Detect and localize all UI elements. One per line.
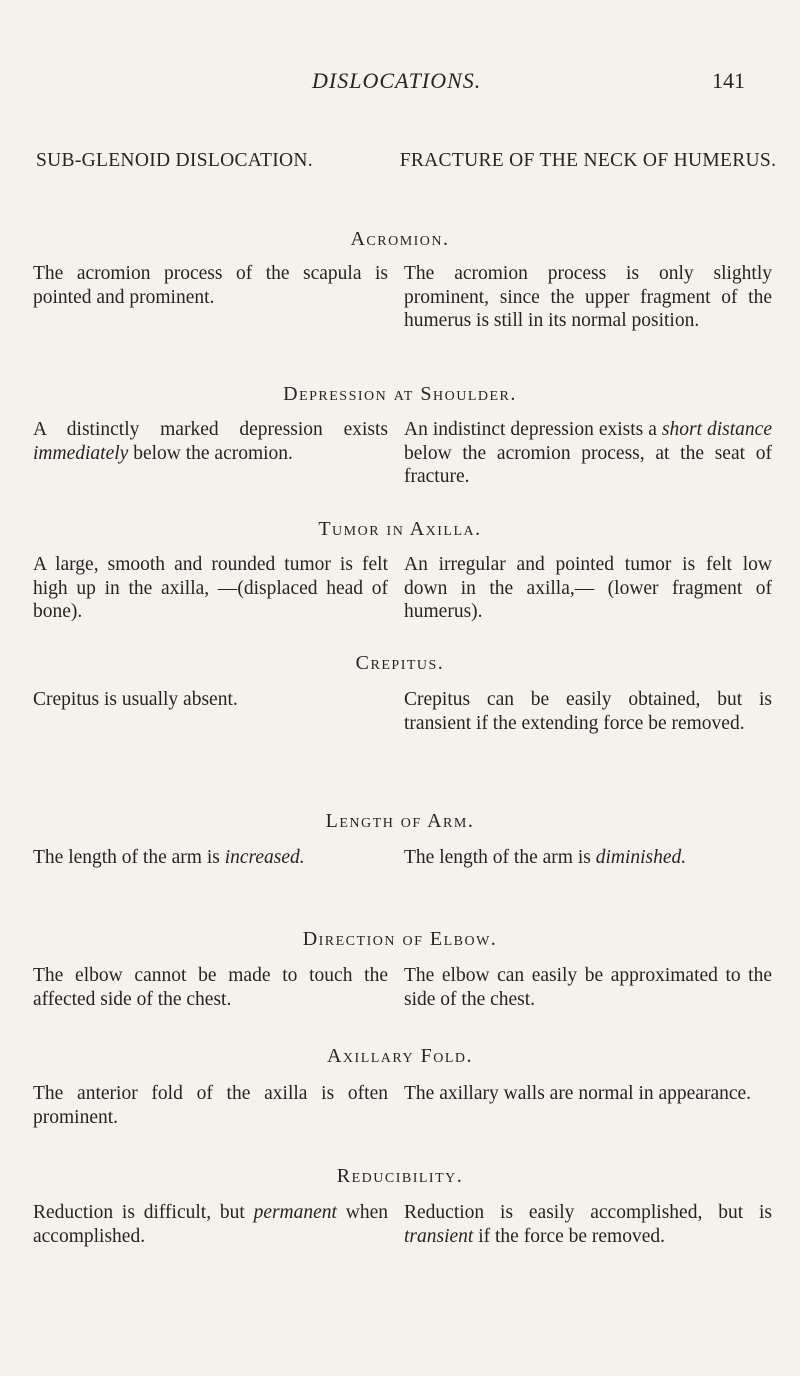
section-title-reducibility: Reducibility. <box>336 1165 464 1187</box>
tumor-left: A large, smooth and rounded tumor is felt high up in the axilla, —(displaced head of bone). <box>33 554 388 622</box>
reducibility-left: Reduction is difficult, but permanent when accomplished. <box>33 1202 388 1247</box>
section-title-elbow: Direction of Elbow. <box>302 928 498 950</box>
depression-left: A distinctly marked depression exists immediately below the acromion. <box>33 419 388 464</box>
right-column-heading: FRACTURE OF THE NECK OF HUMERUS. <box>399 150 777 171</box>
crepitus-left: Crepitus is usually absent. <box>33 689 238 710</box>
page-number: 141 <box>712 68 745 93</box>
acromion-right: The acromion process is only slightly prominent, since the upper fragment of the humerus is still in its normal position. <box>404 263 772 331</box>
elbow-right: The elbow can easily be approximated to the side of the chest. <box>404 965 772 1010</box>
section-title-axillary-fold: Axillary Fold. <box>326 1045 473 1067</box>
running-head <box>0 68 800 98</box>
axillary-fold-left: The anterior fold of the axilla is often prominent. <box>33 1083 388 1128</box>
crepitus-right: Crepitus can be easily obtained, but is transient if the extending force be removed. <box>404 689 772 734</box>
section-title-depression: Depression at Shoulder. <box>283 383 517 405</box>
section-title-length: Length of Arm. <box>325 810 475 832</box>
section-title-acromion: Acromion. <box>350 228 450 250</box>
acromion-left: The acromion process of the scapula is pointed and prominent. <box>33 263 388 308</box>
section-title-tumor: Tumor in Axilla. <box>318 518 482 540</box>
reducibility-right: Reduction is easily accomplished, but is transient if the force be removed. <box>404 1202 772 1247</box>
length-left: The length of the arm is increased. <box>33 847 305 868</box>
depression-right: An indistinct depression exists a short distance below the acromion process, at the seat of fracture. <box>404 419 772 487</box>
tumor-right: An irregular and pointed tumor is felt low down in the axilla,— (lower fragment of humerus). <box>404 554 772 622</box>
axillary-fold-right: The axillary walls are normal in appearance. <box>404 1083 752 1104</box>
running-title: DISLOCATIONS. <box>312 68 482 93</box>
section-title-crepitus: Crepitus. <box>355 652 445 674</box>
length-right: The length of the arm is diminished. <box>404 847 687 868</box>
left-column-heading: SUB-GLENOID DISLOCATION. <box>36 150 313 171</box>
elbow-left: The elbow cannot be made to touch the affected side of the chest. <box>33 965 388 1010</box>
